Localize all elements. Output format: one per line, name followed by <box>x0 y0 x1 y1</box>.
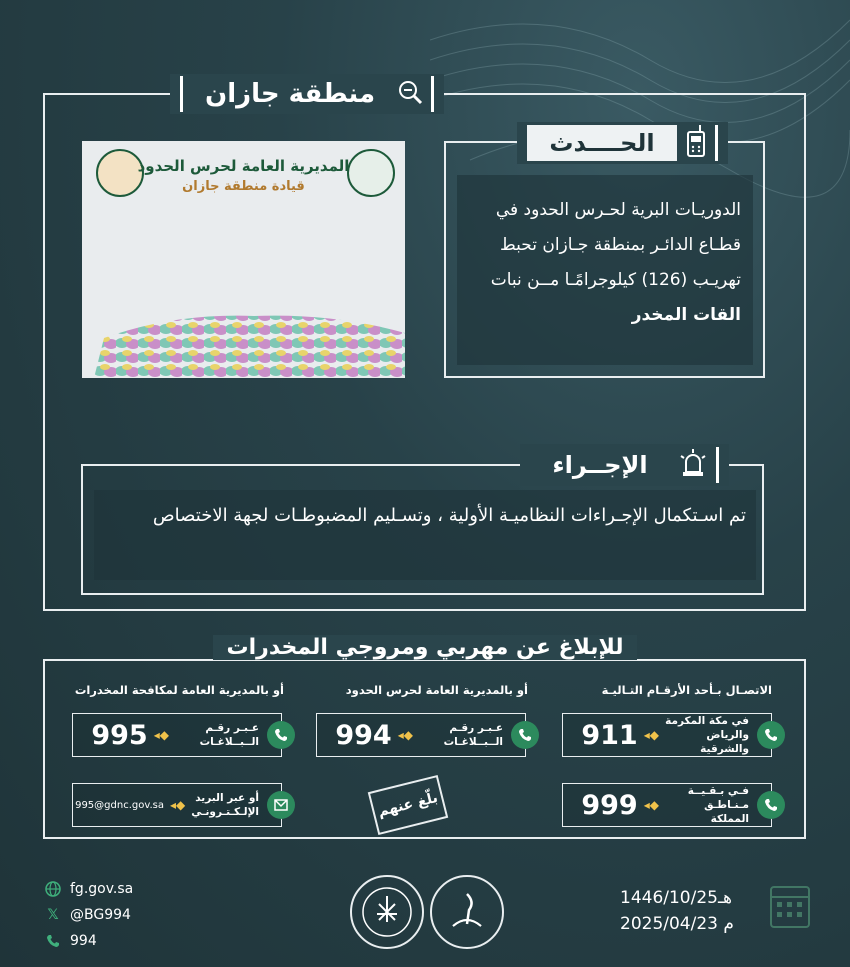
globe-icon <box>44 880 62 898</box>
seized-bags <box>94 308 405 378</box>
hotline-911-number: 911 <box>581 719 638 751</box>
event-body: الدوريـات البرية لحـرس الحدود في قطـاع الدائـر بمنطقة جـازان تحبط تهريـب (126) كيلوجرامًـا مــن نبات <box>490 200 741 290</box>
hotline-995-label: عـبـر رقـم الــبــلاغـات <box>199 722 259 748</box>
phone-row[interactable] <box>44 928 133 954</box>
date-hijri: 1446/10/25هـ <box>620 888 732 908</box>
hotline-999-number: 999 <box>581 789 638 821</box>
region-title: منطقة جازان <box>205 79 376 109</box>
twitter-text: @BG994 <box>70 907 131 923</box>
hotline-999-label: فـي بـقـيــة مـنـاطـق المملكة <box>687 785 749 825</box>
arrow-icon: ◆◂ <box>153 728 169 742</box>
mail-icon <box>267 791 295 819</box>
divider <box>180 76 183 112</box>
action-tag <box>520 444 729 486</box>
event-tag <box>517 122 728 164</box>
x-icon: 𝕏 <box>47 907 59 923</box>
hotline-911[interactable] <box>562 713 772 757</box>
col2-head: أو بالمديرية العامة لحرس الحدود <box>345 683 528 697</box>
phone-icon <box>757 721 785 749</box>
hotline-994-label: عـبـر رقـم الــبــلاغـات <box>443 722 503 748</box>
footer-contacts <box>44 876 133 954</box>
report-title <box>0 635 850 660</box>
photo-org-sub: قيادة منطقة جازان <box>182 179 305 194</box>
arrow-icon: ◆◂ <box>397 728 413 742</box>
twitter-row[interactable] <box>44 902 133 928</box>
report-stamp: بلّغ عنهم <box>368 775 449 835</box>
event-heading: الحــــدث <box>527 125 677 161</box>
divider <box>716 447 719 483</box>
arrow-icon: ◆◂ <box>643 728 659 742</box>
col3-head: أو بالمديرية العامة لمكافحة المخدرات <box>74 683 284 697</box>
hotline-911-label: في مكة المكرمة والرياض والشرقية <box>665 715 749 755</box>
event-body-bold: القات المخدر <box>631 305 741 325</box>
photo-org-title: المديرية العامة لحرس الحدود <box>137 157 350 175</box>
website-text: fg.gov.sa <box>70 881 134 897</box>
action-text: تم اسـتكمال الإجـراءات النظاميـة الأولية ، وتسـليم المضبوطـات لجهة الاختصاص <box>94 490 756 580</box>
hotline-999[interactable] <box>562 783 772 827</box>
magnifier-drug-icon <box>397 79 423 109</box>
phone-icon <box>44 932 62 950</box>
phone-icon <box>757 791 785 819</box>
siren-icon <box>678 448 708 482</box>
action-heading: الإجــراء <box>552 451 648 479</box>
saudi-emblem <box>430 875 504 949</box>
col1-head: الاتصـال بـأحد الأرقـام التـاليـة <box>601 683 772 697</box>
event-text <box>457 175 753 365</box>
email-report[interactable] <box>72 783 282 827</box>
hotline-995[interactable] <box>72 713 282 757</box>
dates <box>620 885 734 937</box>
phone-icon <box>511 721 539 749</box>
email-label: أو عبر البريد الإلـكـتـرونـي <box>191 792 259 818</box>
website-row[interactable] <box>44 876 133 902</box>
arrow-icon: ◆◂ <box>170 798 186 812</box>
email-address[interactable]: 995@gdnc.gov.sa <box>75 799 164 811</box>
hotline-994-number: 994 <box>335 719 392 751</box>
seizure-photo <box>82 141 405 378</box>
divider <box>715 125 718 161</box>
region-tag <box>170 74 444 114</box>
divider <box>431 76 434 112</box>
arrow-icon: ◆◂ <box>643 798 659 812</box>
date-gregorian: 2025/04/23 م <box>620 914 734 934</box>
phone-text: 994 <box>70 933 97 949</box>
ministry-emblem <box>350 875 424 949</box>
radio-icon <box>685 124 707 162</box>
hotline-994[interactable] <box>316 713 526 757</box>
report-title-text: للإبلاغ عن مهربي ومروجي المخدرات <box>213 635 638 660</box>
phone-icon <box>267 721 295 749</box>
hotline-995-number: 995 <box>91 719 148 751</box>
calendar-icon <box>770 886 810 928</box>
